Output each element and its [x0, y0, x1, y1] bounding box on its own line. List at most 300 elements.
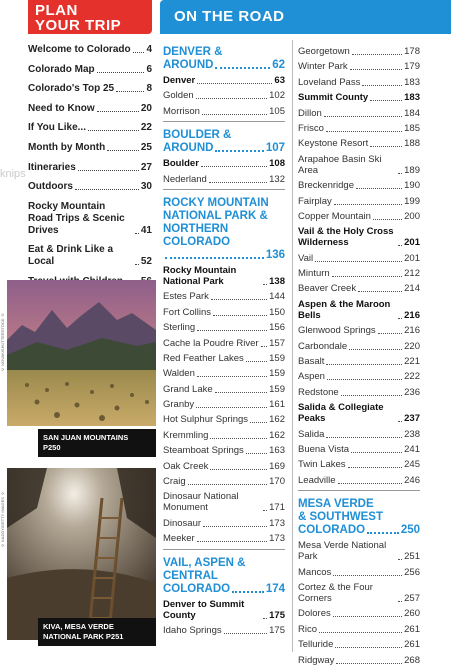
toc-row[interactable]	[28, 83, 152, 95]
entry-title: Mancos	[298, 566, 332, 578]
entry-page: 163	[269, 445, 285, 457]
section-heading-text: AROUND	[163, 142, 214, 155]
leader-dots	[135, 264, 139, 265]
leader-dots	[250, 422, 267, 423]
toc-entry[interactable]	[298, 180, 420, 191]
toc-title: Outdoors	[28, 181, 73, 193]
toc-entry[interactable]	[298, 608, 420, 619]
toc-entry[interactable]	[298, 196, 420, 207]
leader-dots	[78, 170, 139, 171]
section-heading-last-line	[163, 583, 285, 596]
entry-page: 161	[269, 399, 285, 411]
leader-dots	[201, 166, 267, 167]
entry-page: 150	[269, 306, 285, 318]
leader-dots	[196, 407, 267, 408]
on-the-road-column-2	[298, 46, 420, 670]
section-heading-line: DENVER &	[163, 46, 223, 58]
entry-title: Buena Vista	[298, 443, 350, 455]
on-the-road-header: ON THE ROAD	[160, 0, 451, 34]
toc-entry[interactable]	[298, 356, 420, 367]
watermark: knips	[0, 168, 26, 180]
toc-entry[interactable]	[163, 491, 285, 513]
leader-dots	[202, 114, 267, 115]
entry-page: 63	[274, 75, 285, 86]
section-separator	[163, 189, 285, 190]
photo-caption-bottom	[38, 618, 156, 646]
entry-page: 144	[269, 291, 285, 303]
entry-page: 183	[404, 92, 420, 104]
san-juan-mountains-photo	[7, 280, 156, 426]
leader-dots	[197, 541, 267, 542]
entry-page: 183	[404, 76, 420, 88]
leader-dots	[213, 315, 267, 316]
entry-page: 245	[404, 459, 420, 471]
entry-page: 102	[269, 90, 285, 102]
leader-dots	[209, 182, 267, 183]
toc-entry[interactable]	[298, 211, 420, 222]
entry-page: 256	[404, 566, 420, 578]
entry-page: 108	[269, 158, 285, 170]
leader-dots	[215, 150, 263, 152]
entry-title: Beaver Creek	[298, 283, 357, 295]
entry-title: Salida & Collegiate Peaks	[298, 402, 384, 425]
section-heading-line: NORTHERN COLORADO	[163, 222, 231, 248]
entry-title: Ridgway	[298, 654, 335, 666]
section-heading-last-line	[163, 249, 285, 262]
leader-dots	[97, 72, 145, 73]
entry-page: 159	[269, 368, 285, 380]
entry-page: 171	[269, 502, 285, 514]
section-heading-text: COLORADO	[163, 582, 231, 595]
toc-entry[interactable]	[298, 371, 420, 382]
leader-dots	[398, 318, 402, 319]
entry-page: 199	[404, 195, 420, 207]
toc-entry[interactable]	[298, 61, 420, 72]
toc-entry[interactable]	[298, 639, 420, 650]
toc-entry[interactable]	[163, 384, 285, 395]
toc-entry[interactable]	[163, 75, 285, 86]
entry-title: Glenwood Springs	[298, 325, 376, 337]
entry-title: Oak Creek	[163, 460, 209, 472]
entry-title: Winter Park	[298, 61, 348, 73]
toc-entry[interactable]	[163, 445, 285, 456]
toc-title: Month by Month	[28, 141, 106, 153]
entry-page: 238	[404, 428, 420, 440]
toc-row[interactable]	[28, 201, 152, 237]
caption-bottom-line2: NATIONAL PARK P251	[43, 632, 124, 641]
toc-entry[interactable]	[298, 387, 420, 398]
toc-entry[interactable]	[163, 338, 285, 349]
toc-entry[interactable]	[163, 625, 285, 636]
toc-entry[interactable]	[163, 291, 285, 302]
toc-entry[interactable]	[163, 90, 285, 101]
toc-row[interactable]	[28, 64, 152, 76]
leader-dots	[378, 333, 403, 334]
leader-dots	[398, 559, 402, 560]
toc-entry[interactable]	[298, 624, 420, 635]
entry-title: Red Feather Lakes	[163, 352, 244, 364]
toc-page: 20	[140, 102, 152, 114]
section-heading-line: & SOUTHWEST	[298, 511, 383, 524]
leader-dots	[352, 54, 402, 55]
entry-title: Loveland Pass	[298, 76, 361, 88]
toc-entry[interactable]	[163, 158, 285, 169]
toc-row[interactable]	[28, 244, 152, 268]
section-page: 174	[265, 582, 285, 595]
entry-page: 138	[269, 275, 285, 287]
section-heading-line: VAIL, ASPEN &	[163, 556, 246, 569]
entry-page: 132	[269, 173, 285, 185]
entry-title: Grand Lake	[163, 383, 213, 395]
entry-title: Rocky Mountain National Park	[163, 264, 237, 287]
toc-row[interactable]	[28, 44, 152, 56]
leader-dots	[246, 361, 267, 362]
leader-dots	[350, 69, 403, 70]
leader-dots	[358, 291, 402, 292]
section-separator	[163, 549, 285, 550]
photo-caption-top	[38, 429, 156, 457]
leader-dots	[215, 392, 267, 393]
leader-dots	[341, 395, 402, 396]
entry-page: 159	[269, 383, 285, 395]
section-heading-text: COLORADO	[298, 524, 366, 537]
entry-page: 236	[404, 386, 420, 398]
entry-title: Dillon	[298, 107, 322, 119]
kiva-mesa-verde-photo	[7, 468, 156, 640]
toc-entry[interactable]	[163, 106, 285, 117]
leader-dots	[333, 616, 402, 617]
toc-entry[interactable]	[298, 253, 420, 264]
leader-dots	[188, 484, 267, 485]
leader-dots	[261, 346, 268, 347]
entry-page: 220	[404, 340, 420, 352]
entry-page: 173	[269, 517, 285, 529]
section-page: 107	[265, 142, 285, 155]
entry-title: Minturn	[298, 268, 330, 280]
section-heading-line: NATIONAL PARK &	[163, 209, 268, 222]
toc-entry[interactable]	[298, 655, 420, 666]
leader-dots	[107, 150, 139, 151]
toc-entry[interactable]	[163, 265, 285, 287]
entry-page: 162	[269, 414, 285, 426]
plan-header-line1: PLAN	[35, 2, 78, 19]
entry-title: Summit County	[298, 92, 369, 104]
toc-entry[interactable]	[163, 174, 285, 185]
toc-entry[interactable]	[163, 430, 285, 441]
toc-entry[interactable]	[298, 268, 420, 279]
toc-page: 41	[140, 224, 152, 236]
leader-dots	[336, 663, 402, 664]
toc-entry[interactable]	[163, 307, 285, 318]
entry-page: 237	[404, 413, 420, 425]
entry-title: Granby	[163, 399, 195, 411]
leader-dots	[370, 100, 402, 101]
entry-page: 156	[269, 322, 285, 334]
entry-title: Sterling	[163, 322, 196, 334]
toc-page: 6	[146, 63, 152, 75]
entry-page: 257	[404, 592, 420, 604]
entry-title: Golden	[163, 90, 194, 102]
entry-title: Walden	[163, 368, 195, 380]
leader-dots	[334, 204, 402, 205]
entry-title: Cortez & the Four Corners	[298, 581, 373, 604]
toc-entry[interactable]	[298, 108, 420, 119]
caption-top-line1: SAN JUAN MOUNTAINS	[43, 433, 129, 442]
entry-title: Vail & the Holy Cross Wilderness	[298, 226, 394, 249]
toc-title: Rocky Mountain Road Trips & Scenic Drives	[28, 200, 125, 236]
section-heading-last-line	[298, 524, 420, 537]
toc-entry[interactable]	[163, 518, 285, 529]
entry-page: 179	[404, 61, 420, 73]
section-heading-last-line	[163, 142, 285, 155]
leader-dots	[203, 526, 267, 527]
leader-dots	[197, 376, 267, 377]
entry-title: Copper Mountain	[298, 210, 371, 222]
toc-entry[interactable]	[298, 299, 420, 321]
entry-title: Dolores	[298, 608, 331, 620]
toc-entry[interactable]	[163, 414, 285, 425]
section-separator	[298, 490, 420, 491]
section-heading[interactable]	[298, 498, 420, 537]
toc-entry[interactable]	[163, 368, 285, 379]
caption-bottom-line1: KIVA, MESA VERDE	[43, 622, 114, 631]
section-heading-line: BOULDER &	[163, 129, 232, 142]
toc-entry[interactable]	[298, 46, 420, 57]
caption-top-line2: P250	[43, 443, 61, 452]
leader-dots	[133, 52, 145, 53]
leader-dots	[348, 467, 403, 468]
section-page: 250	[400, 524, 420, 537]
entry-page: 162	[269, 429, 285, 441]
toc-page: 30	[140, 181, 152, 193]
section-heading[interactable]	[163, 557, 285, 596]
toc-entry[interactable]	[298, 92, 420, 103]
entry-page: 261	[404, 639, 420, 651]
toc-page: 8	[146, 83, 152, 95]
leader-dots	[351, 452, 402, 453]
leader-dots	[338, 483, 403, 484]
entry-title: Craig	[163, 476, 186, 488]
leader-dots	[224, 633, 268, 634]
leader-dots	[367, 532, 399, 534]
entry-title: Estes Park	[163, 291, 209, 303]
entry-page: 170	[269, 476, 285, 488]
section-page: 62	[272, 59, 285, 71]
leader-dots	[362, 85, 402, 86]
leader-dots	[332, 276, 402, 277]
leader-dots	[335, 647, 402, 648]
toc-entry[interactable]	[298, 582, 420, 604]
entry-title: Aspen & the Maroon Bells	[298, 298, 391, 321]
toc-title: Welcome to Colorado	[28, 44, 131, 55]
toc-entry[interactable]	[298, 459, 420, 470]
entry-page: 246	[404, 474, 420, 486]
toc-entry[interactable]	[163, 399, 285, 410]
photo-credit-bottom: © KADDY/GETTY IMAGES ©	[0, 490, 5, 548]
leader-dots	[398, 245, 402, 246]
entry-title: Dinosaur	[163, 517, 202, 529]
entry-page: 189	[404, 164, 420, 176]
leader-dots	[211, 299, 267, 300]
entry-title: Steamboat Springs	[163, 445, 244, 457]
entry-title: Basalt	[298, 356, 325, 368]
entry-page: 190	[404, 180, 420, 192]
leader-dots	[326, 131, 402, 132]
toc-title: If You Like...	[28, 122, 86, 134]
entry-page: 260	[404, 608, 420, 620]
section-heading[interactable]	[163, 197, 285, 262]
entry-title: Morrison	[163, 105, 200, 117]
section-heading[interactable]	[163, 129, 285, 155]
entry-title: Kremmling	[163, 429, 209, 441]
toc-page: 52	[140, 256, 152, 268]
toc-row[interactable]	[28, 122, 152, 134]
leader-dots	[356, 188, 402, 189]
toc-row[interactable]	[28, 103, 152, 115]
toc-entry[interactable]	[298, 567, 420, 578]
toc-page: 25	[140, 141, 152, 153]
entry-title: Keystone Resort	[298, 138, 369, 150]
section-heading-line: CENTRAL	[163, 569, 218, 582]
toc-entry[interactable]	[298, 475, 420, 486]
toc-entry[interactable]	[163, 533, 285, 544]
leader-dots	[197, 83, 272, 84]
entry-page: 241	[404, 443, 420, 455]
toc-entry[interactable]	[298, 402, 420, 424]
entry-title: Georgetown	[298, 46, 350, 57]
toc-entry[interactable]	[298, 341, 420, 352]
entry-title: Cache la Poudre River	[163, 337, 259, 349]
leader-dots	[165, 257, 264, 259]
section-heading-line: MESA VERDE	[298, 498, 374, 511]
toc-entry[interactable]	[298, 77, 420, 88]
toc-entry[interactable]	[163, 322, 285, 333]
toc-row[interactable]	[28, 181, 152, 193]
leader-dots	[197, 330, 267, 331]
leader-dots	[263, 284, 267, 285]
toc-entry[interactable]	[298, 123, 420, 134]
entry-page: 169	[269, 460, 285, 472]
entry-page: 173	[269, 533, 285, 545]
toc-page: 27	[140, 161, 152, 173]
toc-entry[interactable]	[163, 476, 285, 487]
entry-title: Arapahoe Basin Ski Area	[298, 153, 382, 176]
on-the-road-column-1	[163, 46, 285, 640]
photo-credit-top: © NOVAK/SHUTTERSTOCK ©	[0, 312, 5, 372]
toc-entry[interactable]	[298, 226, 420, 248]
toc-title: Need to Know	[28, 102, 95, 114]
entry-title: Nederland	[163, 173, 207, 185]
leader-dots	[398, 421, 402, 422]
leader-dots	[215, 67, 270, 69]
leader-dots	[326, 364, 402, 365]
entry-page: 175	[269, 624, 285, 636]
toc-title: Itineraries	[28, 161, 76, 173]
entry-page: 222	[404, 371, 420, 383]
entry-title: Denver to Summit County	[163, 598, 245, 621]
entry-page: 251	[404, 551, 420, 563]
entry-title: Denver	[163, 75, 196, 86]
leader-dots	[232, 591, 264, 593]
toc-entry[interactable]	[298, 325, 420, 336]
plan-header-line2: YOUR TRIP	[35, 17, 122, 34]
section-heading-last-line	[163, 59, 285, 72]
toc-row[interactable]	[28, 162, 152, 174]
plan-your-trip-header	[28, 0, 152, 34]
toc-row[interactable]	[28, 142, 152, 154]
entry-page: 212	[404, 268, 420, 280]
toc-entry[interactable]	[298, 429, 420, 440]
entry-page: 268	[404, 654, 420, 666]
entry-page: 175	[269, 609, 285, 621]
section-heading[interactable]	[163, 46, 285, 72]
leader-dots	[398, 173, 402, 174]
toc-entry[interactable]	[163, 599, 285, 621]
leader-dots	[135, 233, 139, 234]
toc-entry[interactable]	[298, 540, 420, 562]
entry-title: Fairplay	[298, 195, 332, 207]
entry-title: Mesa Verde National Park	[298, 540, 387, 563]
entry-title: Telluride	[298, 639, 334, 651]
leader-dots	[88, 130, 139, 131]
leader-dots	[97, 111, 139, 112]
section-heading-line: ROCKY MOUNTAIN	[163, 196, 269, 209]
entry-title: Frisco	[298, 122, 324, 134]
leader-dots	[75, 189, 139, 190]
entry-page: 178	[404, 46, 420, 57]
section-separator	[163, 121, 285, 122]
entry-title: Salida	[298, 428, 325, 440]
leader-dots	[324, 116, 402, 117]
entry-page: 201	[404, 252, 420, 264]
leader-dots	[315, 261, 402, 262]
toc-entry[interactable]	[163, 353, 285, 364]
entry-title: Redstone	[298, 386, 339, 398]
toc-entry[interactable]	[298, 138, 420, 149]
entry-page: 214	[404, 283, 420, 295]
entry-title: Carbondale	[298, 340, 348, 352]
column-divider	[292, 40, 293, 652]
leader-dots	[246, 453, 267, 454]
entry-page: 157	[269, 337, 285, 349]
entry-page: 188	[404, 138, 420, 150]
leader-dots	[349, 349, 402, 350]
leader-dots	[327, 379, 402, 380]
leader-dots	[263, 510, 267, 511]
leader-dots	[326, 437, 402, 438]
toc-entry[interactable]	[298, 444, 420, 455]
entry-page: 221	[404, 356, 420, 368]
entry-title: Aspen	[298, 371, 325, 383]
entry-title: Dinosaur National Monument	[163, 491, 239, 514]
entry-title: Twin Lakes	[298, 459, 346, 471]
entry-title: Vail	[298, 252, 314, 264]
toc-page: 22	[140, 122, 152, 134]
toc-title: Colorado's Top 25	[28, 83, 115, 95]
toc-title: Eat & Drink Like a Local	[28, 244, 114, 268]
entry-page: 261	[404, 623, 420, 635]
entry-title: Leadville	[298, 474, 336, 486]
leader-dots	[370, 146, 402, 147]
entry-page: 216	[404, 325, 420, 337]
toc-entry[interactable]	[163, 461, 285, 472]
entry-page: 185	[404, 122, 420, 134]
toc-entry[interactable]	[298, 154, 420, 176]
toc-entry[interactable]	[298, 283, 420, 294]
entry-title: Fort Collins	[163, 306, 212, 318]
leader-dots	[116, 91, 144, 92]
leader-dots	[263, 618, 267, 619]
